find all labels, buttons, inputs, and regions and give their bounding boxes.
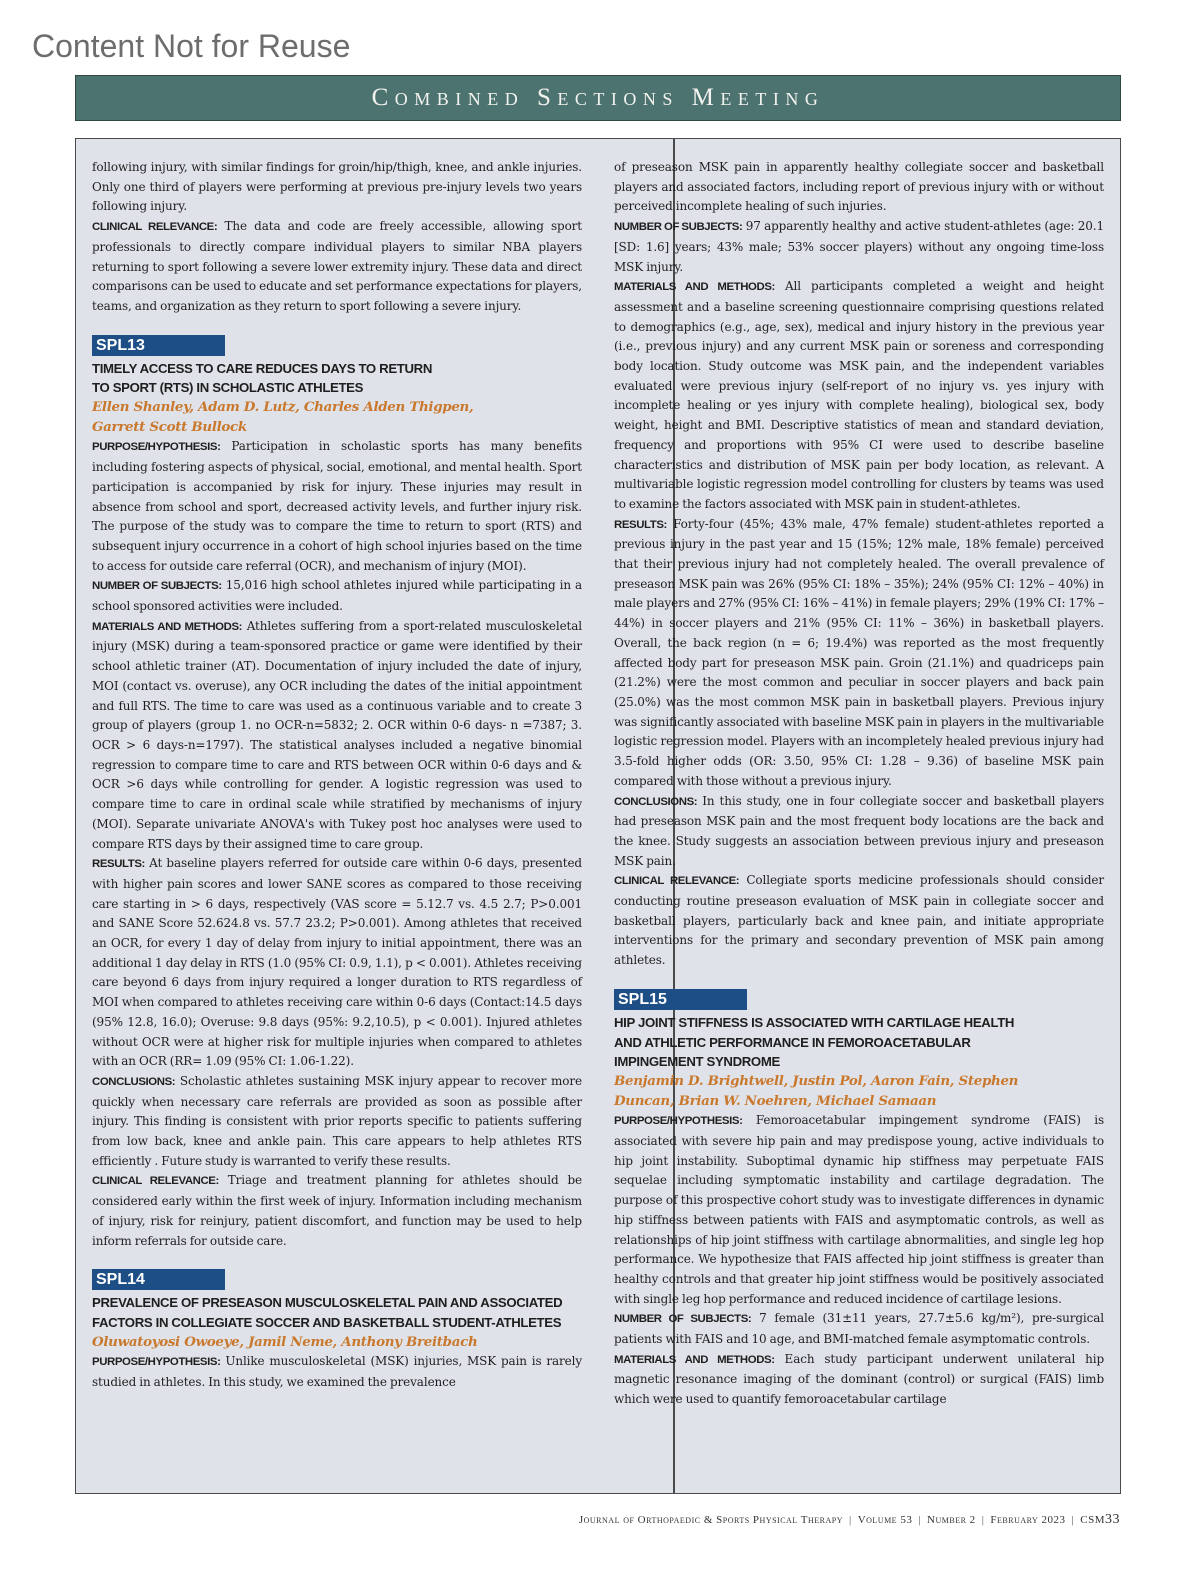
conclusions-paragraph bbox=[614, 792, 1104, 872]
purpose-paragraph bbox=[614, 1111, 1104, 1309]
section-label: CLINICAL RELEVANCE: bbox=[614, 875, 740, 888]
methods-paragraph bbox=[614, 1350, 1104, 1410]
abstract-authors: Oluwatoyosi Owoeye, Jamil Neme, Anthony Breitbach bbox=[92, 1333, 478, 1350]
section-text: Forty-four (45%; 43% male, 47% female) student-athletes reported a previous injury in the past year and 15 (15%; 12% male, 18% female) perceived that their previous injury had not completely healed. The overall prevalence of preseason MSK pain was 26% (95% CI: 18% – 35%); 24% (95% CI: 12% – 40%) in male players and 27% (95% CI: 16% – 41%) in female players; 29% (19% CI: 17% – 44%) in soccer players and 21% (95% CI: 11% – 36%) in basketball players. Overall, the back region (n = 6; 19.4%) was reported as the most frequently affected body part for preseason MSK pain. Groin (21.1%) and quadriceps pain (21.2%) were the most common and peculiar in soccer players and back pain (25.0%) was the most common MSK pain in basketball players. Previous injury was significantly associated with baseline MSK pain in players in the multivariable logistic regression model. Players with an incompletely healed previous injury had 3.5-fold higher odds (OR: 3.50, 95% CI: 1.28 – 9.36) of baseline MSK pain compared with those without a previous injury. bbox=[614, 516, 1104, 788]
section-label: PURPOSE/HYPOTHESIS: bbox=[92, 1356, 221, 1369]
abstract-tag: SPL15 bbox=[614, 989, 747, 1010]
section-text: All participants completed a weight and height assessment and a baseline screening questionnaire comprising questions related to demographics (e.g., age, sex), medical and injury history in the previous year (i.e., previous injury) and any current MSK pain or soreness and corresponding body location. Study outcome was MSK pain, and the independent variables evaluated were previous injury (self-report of no injury vs. yes injury with incomplete healing or yes injury with complete healing), biological sex, body weight, height and BMI. Descriptive statistics of mean and standard deviation, frequency and proportions with 95% CI were used to describe baseline characteristics and distribution of MSK pain per body location, as relevant. A multivariable logistic regression model controlling for clusters by teams was used to examine the factors associated with MSK pain in student-athletes. bbox=[614, 279, 1104, 511]
section-text: Each study participant underwent unilateral hip magnetic resonance imaging of the dominant (control) or surgical (FAIS) limb which were used to quantify femoroacetabular cartilage bbox=[614, 1351, 1105, 1407]
continuation-paragraph: of preseason MSK pain in apparently healthy collegiate soccer and basketball players and associated factors, including report of previous injury with or without perceived incomplete healing of such injuries. bbox=[614, 160, 1104, 214]
issue-number: Number 2 bbox=[927, 1514, 976, 1526]
abstract-authors: Ellen Shanley, Adam D. Lutz, Charles Alden Thigpen, Garrett Scott Bullock bbox=[92, 399, 474, 435]
csm-label: CSM bbox=[1080, 1514, 1105, 1526]
issue-date: February 2023 bbox=[990, 1514, 1066, 1526]
section-text: Participation in scholastic sports has many benefits including fostering aspects of physical, social, emotional, and mental health. Sport participation is accompanied by risk for injury. These injuries may result in absence from school and sport, decreased activity levels, and further injury risk. The purpose of the study was to compare the time to return to sport (RTS) and subsequent injury occurrence in a cohort of high school injuries based on the time to access for outside care referral (OCR), and mechanism of injury (MOI). bbox=[92, 439, 582, 573]
section-label: NUMBER OF SUBJECTS: bbox=[92, 580, 222, 593]
section-text: 97 apparently healthy and active student-athletes (age: 20.1 [SD: 1.6] years; 43% male; 53% soccer players) without any ongoing time-loss MSK injury. bbox=[614, 219, 1104, 274]
results-paragraph bbox=[92, 854, 582, 1072]
section-text: Femoroacetabular impingement syndrome (FAIS) is associated with severe hip pain and may predispose young, active individuals to hip joint instability. Suboptimal dynamic hip stiffness may perpetuate FAIS sequelae including symptomatic instability and cartilage degradation. The purpose of this prospective cohort study was to investigate differences in dynamic hip stiffness between patients with FAIS and asymptomatic controls, as well as relationships of hip joint stiffness with cartilage abnormalities, and single leg hop performance. We hypothesize that FAIS affected hip joint stiffness is greater than healthy controls and that greater hip joint stiffness would be positively associated with single leg hop performance and reduced incidence of cartilage lesions. bbox=[614, 1113, 1104, 1306]
continuation-paragraph: following injury, with similar findings for groin/hip/thigh, knee, and ankle injuries. Only one third of players were performing at previous pre-injury levels two years following injury. bbox=[92, 160, 582, 214]
section-label: CLINICAL RELEVANCE: bbox=[92, 221, 218, 234]
section-label: PURPOSE/HYPOTHESIS: bbox=[92, 441, 221, 454]
section-text: Unlike musculoskeletal (MSK) injuries, MSK pain is rarely studied in athletes. In this study, we examined the prevalence bbox=[92, 1354, 582, 1390]
clinical-relevance-paragraph bbox=[92, 1171, 582, 1251]
abstract-authors: Benjamin D. Brightwell, Justin Pol, Aaron Fain, Stephen Duncan, Brian W. Noehren, Michael Samaan bbox=[614, 1072, 1019, 1109]
page-number: 33 bbox=[1105, 1512, 1120, 1527]
section-label: NUMBER OF SUBJECTS: bbox=[614, 1313, 752, 1326]
watermark: Content Not for Reuse bbox=[32, 28, 351, 64]
conclusions-paragraph bbox=[92, 1072, 582, 1172]
page-footer: Journal of Orthopaedic & Sports Physical Therapy | Volume 53 | Number 2 | February 2023 | CSM33 bbox=[578, 1512, 1120, 1527]
section-label: MATERIALS AND METHODS: bbox=[614, 281, 775, 294]
section-text: At baseline players referred for outside care within 0-6 days, presented with higher pain scores and lower SANE scores as compared to those receiving care starting in > 6 days, respectively (VAS score = 5.12.7 vs. 4.5 2.7; P>0.001 and SANE Score 52.624.8 vs. 57.7 23.2; P>0.001). Among athletes that received an OCR, for every 1 day of delay from injury to initial appointment, there was an additional 1 day delay in RTS (1.0 (95% CI: 0.9, 1.1), p < 0.001). Athletes receiving care beyond 6 days from injury required a longer duration to RTS regardless of MOI when compared to athletes receiving care within 0-6 days (Contact:14.5 days (95% 12.8, 16.0); Overuse: 9.8 days (95%: 9.2,10.5), p < 0.001). Injured athletes without OCR were at higher risk for multiple injuries when compared to athletes with an OCR (RR= 1.09 (95% CI: 1.06-1.22). bbox=[92, 856, 582, 1069]
section-label: RESULTS: bbox=[92, 858, 145, 871]
methods-paragraph bbox=[92, 617, 582, 854]
methods-paragraph bbox=[614, 277, 1104, 514]
abstract-tag: SPL14 bbox=[92, 1269, 225, 1290]
abstract-title: TIMELY ACCESS TO CARE REDUCES DAYS TO RETURN TO SPORT (RTS) IN SCHOLASTIC ATHLETES bbox=[92, 360, 432, 396]
journal-name: Journal of Orthopaedic & Sports Physical Therapy bbox=[578, 1514, 843, 1526]
subjects-paragraph bbox=[92, 576, 582, 616]
section-text: Athletes suffering from a sport-related musculoskeletal injury (MSK) during a team-sponsored practice or game were identified by their school athletic trainer (AT). Documentation of injury included the date of injury, MOI (contact vs. overuse), any OCR including the dates of the initial appointment and full RTS. The time to care was used as a continuous variable and to create 3 group of players (group 1. no OCR-n=5832; 2. OCR within 0-6 days- n =7387; 3. OCR > 6 days-n=1797). The statistical analyses included a negative binomial regression to compare time to care and RTS between OCR within 0-6 days and & OCR >6 days while controlling for gender. A logistic regression was used to compare time to care in ordinal scale while stratified by mechanisms of injury (MOI). Separate univariate ANOVA's with Tukey post hoc analyses were used to compare RTS days by their assigned time to care group. bbox=[92, 618, 582, 851]
subjects-paragraph bbox=[614, 1309, 1104, 1349]
section-text: Collegiate sports medicine professionals should consider conducting routine preseason evaluation of MSK pain in collegiate soccer and basketball players, particularly back and knee pain, and initiate appropriate interventions for the primary and secondary prevention of MSK pain among athletes. bbox=[614, 873, 1105, 968]
left-column bbox=[92, 158, 582, 1393]
section-label: MATERIALS AND METHODS: bbox=[614, 1353, 775, 1366]
clinical-relevance-paragraph bbox=[92, 217, 582, 317]
section-text: Scholastic athletes sustaining MSK injury appear to recover more quickly when necessary care referrals are provided as soon as possible after injury. This finding is consistent with prior reports specific to patients suffering from low back, knee and ankle pain. This care appears to help athletes RTS efficiently . Future study is warranted to verify these results. bbox=[92, 1073, 582, 1168]
section-label: NUMBER OF SUBJECTS: bbox=[614, 221, 743, 234]
section-label: CLINICAL RELEVANCE: bbox=[92, 1175, 219, 1188]
abstract-tag: SPL13 bbox=[92, 335, 225, 356]
right-column bbox=[614, 158, 1104, 1410]
banner-title: Combined Sections Meeting bbox=[371, 84, 825, 111]
section-text: 15,016 high school athletes injured while participating in a school sponsored activities were included. bbox=[92, 578, 582, 614]
section-text: Triage and treatment planning for athletes should be considered early within the first week of injury. Information including mechanism of injury, risk for reinjury, patient discomfort, and function may be used to help inform referrals for outside care. bbox=[92, 1173, 582, 1248]
abstract-title: HIP JOINT STIFFNESS IS ASSOCIATED WITH CARTILAGE HEALTH AND ATHLETIC PERFORMANCE IN FEMOROACETABULAR IMPINGEMENT SYNDROME bbox=[614, 1014, 1015, 1070]
volume: Volume 53 bbox=[857, 1514, 913, 1526]
abstract-title: PREVALENCE OF PRESEASON MUSCULOSKELETAL PAIN AND ASSOCIATED FACTORS IN COLLEGIATE SOCCER AND BASKETBALL STUDENT-ATHLETES bbox=[92, 1295, 563, 1330]
clinical-relevance-paragraph bbox=[614, 871, 1104, 971]
section-banner bbox=[75, 75, 1121, 121]
section-label: PURPOSE/HYPOTHESIS: bbox=[614, 1115, 743, 1128]
section-label: MATERIALS AND METHODS: bbox=[92, 620, 243, 633]
section-text: 7 female (31±11 years, 27.7±5.6 kg/m²), pre-surgical patients with FAIS and 10 age, and BMI-matched female asymptomatic controls. bbox=[614, 1311, 1104, 1347]
section-text: In this study, one in four collegiate soccer and basketball players had preseason MSK pain and the most frequent body locations are the back and the knee. Study suggests an association between previous injury and preseason MSK pain. bbox=[614, 793, 1104, 868]
section-label: RESULTS: bbox=[614, 518, 667, 531]
section-text: The data and code are freely accessible, allowing sport professionals to directly compare individual players to similar NBA players returning to sport following a severe lower extremity injury. These data and direct comparisons can be used to educate and set performance expectations for players, teams, and organization as they return to sport following a severe injury. bbox=[92, 219, 582, 313]
results-paragraph bbox=[614, 515, 1104, 792]
content-frame bbox=[75, 138, 1121, 1494]
purpose-paragraph bbox=[92, 1352, 582, 1392]
section-label: CONCLUSIONS: bbox=[614, 795, 698, 808]
purpose-paragraph bbox=[92, 437, 582, 576]
subjects-paragraph bbox=[614, 217, 1104, 277]
section-label: CONCLUSIONS: bbox=[92, 1075, 176, 1088]
